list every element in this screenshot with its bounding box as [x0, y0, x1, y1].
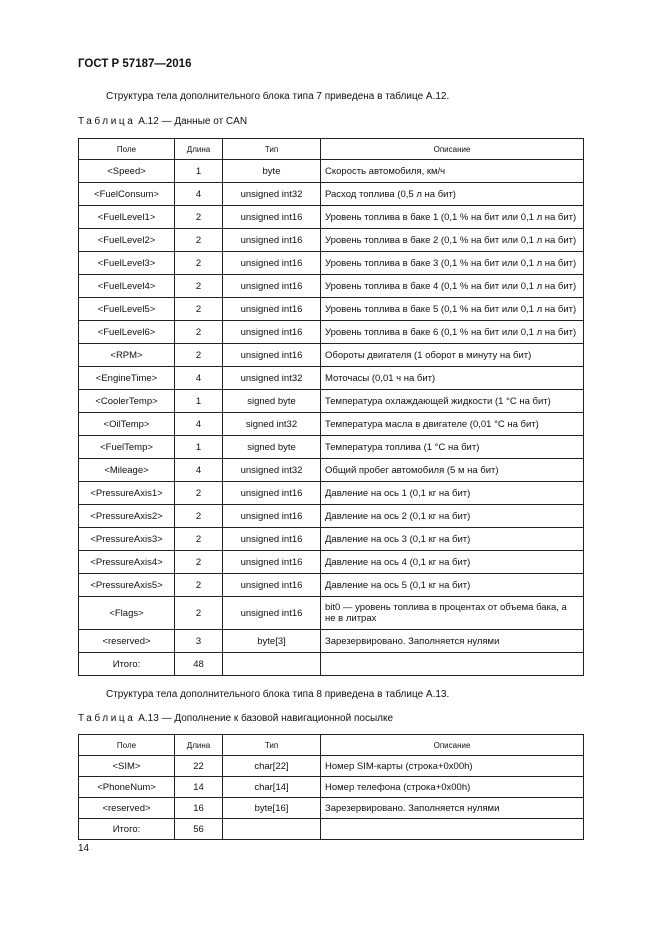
table-cell: <PressureAxis5> — [79, 574, 175, 597]
table-cell: Расход топлива (0,5 л на бит) — [321, 183, 584, 206]
table-row — [79, 275, 584, 298]
table-cell: unsigned int16 — [223, 275, 321, 298]
table-cell: Давление на ось 1 (0,1 кг на бит) — [321, 482, 584, 505]
table-cell: unsigned int16 — [223, 597, 321, 630]
table-cell: 2 — [175, 344, 223, 367]
column-header: Поле — [79, 139, 175, 160]
table-row — [79, 367, 584, 390]
table-cell: <reserved> — [79, 798, 175, 819]
table-cell: <CoolerTemp> — [79, 390, 175, 413]
table-cell: <FuelLevel3> — [79, 252, 175, 275]
table-cell: <FuelLevel5> — [79, 298, 175, 321]
table-cell: 2 — [175, 505, 223, 528]
table-row — [79, 551, 584, 574]
table-row — [79, 777, 584, 798]
table-cell: Зарезервировано. Заполняется нулями — [321, 630, 584, 653]
column-header: Тип — [223, 139, 321, 160]
table-cell: <RPM> — [79, 344, 175, 367]
table-cell: 2 — [175, 551, 223, 574]
column-header: Длина — [175, 735, 223, 756]
table-cell: Моточасы (0,01 ч на бит) — [321, 367, 584, 390]
table-cell: <FuelLevel1> — [79, 206, 175, 229]
table-cell: 2 — [175, 275, 223, 298]
paragraph-table-a12-intro: Структура тела дополнительного блока типа 7 приведена в таблице А.12. — [106, 91, 450, 102]
caption-title: А.12 — Данные от CAN — [135, 116, 248, 127]
table-cell: unsigned int16 — [223, 551, 321, 574]
table-cell: <PhoneNum> — [79, 777, 175, 798]
table-cell: 48 — [175, 653, 223, 676]
table-a12 — [78, 138, 584, 676]
table-cell: 4 — [175, 413, 223, 436]
table-row — [79, 482, 584, 505]
table-row — [79, 298, 584, 321]
table-cell: 4 — [175, 459, 223, 482]
table-row — [79, 819, 584, 840]
table-cell: <PressureAxis2> — [79, 505, 175, 528]
table-row — [79, 206, 584, 229]
table-cell: unsigned int16 — [223, 344, 321, 367]
table-cell: 4 — [175, 183, 223, 206]
table-a12-caption — [78, 116, 247, 127]
table-cell: <SIM> — [79, 756, 175, 777]
table-cell: Уровень топлива в баке 3 (0,1 % на бит или 0,1 л на бит) — [321, 252, 584, 275]
table-cell: 22 — [175, 756, 223, 777]
table-cell: 2 — [175, 574, 223, 597]
table-row — [79, 798, 584, 819]
table-a13-caption — [78, 713, 393, 724]
table-cell: 2 — [175, 321, 223, 344]
table-row — [79, 160, 584, 183]
table-row — [79, 630, 584, 653]
table-cell: signed byte — [223, 436, 321, 459]
table-cell: 2 — [175, 252, 223, 275]
table-cell: 1 — [175, 160, 223, 183]
table-row — [79, 574, 584, 597]
table-row — [79, 505, 584, 528]
caption-label: Таблица — [78, 713, 136, 724]
table-cell: Температура охлаждающей жидкости (1 °C на бит) — [321, 390, 584, 413]
table-cell: 2 — [175, 528, 223, 551]
column-header: Описание — [321, 735, 584, 756]
document-header: ГОСТ Р 57187—2016 — [78, 58, 192, 70]
table-cell: <reserved> — [79, 630, 175, 653]
column-header: Длина — [175, 139, 223, 160]
table-cell: unsigned int16 — [223, 252, 321, 275]
column-header: Поле — [79, 735, 175, 756]
table-cell — [321, 819, 584, 840]
table-cell: Температура топлива (1 °C на бит) — [321, 436, 584, 459]
table-row — [79, 344, 584, 367]
table-row — [79, 183, 584, 206]
table-cell — [321, 653, 584, 676]
table-cell — [223, 653, 321, 676]
page-number: 14 — [78, 843, 90, 854]
table-cell: 56 — [175, 819, 223, 840]
table-cell: unsigned int16 — [223, 482, 321, 505]
table-cell: Уровень топлива в баке 4 (0,1 % на бит или 0,1 л на бит) — [321, 275, 584, 298]
table-cell — [223, 819, 321, 840]
table-cell: unsigned int32 — [223, 459, 321, 482]
table-cell: <FuelConsum> — [79, 183, 175, 206]
table-cell: <Speed> — [79, 160, 175, 183]
table-cell: unsigned int16 — [223, 298, 321, 321]
table-cell: unsigned int16 — [223, 505, 321, 528]
table-cell: 3 — [175, 630, 223, 653]
table-row — [79, 597, 584, 630]
table-cell: Уровень топлива в баке 2 (0,1 % на бит или 0,1 л на бит) — [321, 229, 584, 252]
table-row — [79, 528, 584, 551]
table-cell: Номер телефона (строка+0x00h) — [321, 777, 584, 798]
table-cell: unsigned int32 — [223, 183, 321, 206]
table-cell: <FuelTemp> — [79, 436, 175, 459]
table-cell: Итого: — [79, 819, 175, 840]
table-cell: unsigned int16 — [223, 229, 321, 252]
table-cell: unsigned int16 — [223, 206, 321, 229]
table-cell: Номер SIM-карты (строка+0x00h) — [321, 756, 584, 777]
table-cell: unsigned int16 — [223, 528, 321, 551]
table-cell: signed byte — [223, 390, 321, 413]
table-cell: Уровень топлива в баке 5 (0,1 % на бит или 0,1 л на бит) — [321, 298, 584, 321]
table-row — [79, 459, 584, 482]
table-row — [79, 229, 584, 252]
table-cell: byte[3] — [223, 630, 321, 653]
table-cell: 1 — [175, 390, 223, 413]
table-cell: Итого: — [79, 653, 175, 676]
table-cell: Давление на ось 2 (0,1 кг на бит) — [321, 505, 584, 528]
table-cell: 2 — [175, 298, 223, 321]
table-cell: Давление на ось 3 (0,1 кг на бит) — [321, 528, 584, 551]
table-row — [79, 321, 584, 344]
caption-title: А.13 — Дополнение к базовой навигационной посылке — [135, 713, 394, 724]
table-cell: 2 — [175, 597, 223, 630]
paragraph-table-a13-intro: Структура тела дополнительного блока типа 8 приведена в таблице А.13. — [106, 689, 450, 700]
table-cell: char[14] — [223, 777, 321, 798]
table-row — [79, 413, 584, 436]
table-cell: Температура масла в двигателе (0,01 °C на бит) — [321, 413, 584, 436]
table-cell: 14 — [175, 777, 223, 798]
table-row — [79, 436, 584, 459]
table-a13 — [78, 734, 584, 840]
table-cell: signed int32 — [223, 413, 321, 436]
table-cell: Уровень топлива в баке 1 (0,1 % на бит или 0,1 л на бит) — [321, 206, 584, 229]
caption-label: Таблица — [78, 116, 136, 127]
column-header: Тип — [223, 735, 321, 756]
table-cell: byte[16] — [223, 798, 321, 819]
table-cell: Давление на ось 4 (0,1 кг на бит) — [321, 551, 584, 574]
table-cell: 2 — [175, 229, 223, 252]
table-cell: bit0 — уровень топлива в процентах от объема бака, а не в литрах — [321, 597, 584, 630]
table-cell: char[22] — [223, 756, 321, 777]
table-cell: unsigned int16 — [223, 321, 321, 344]
table-cell: <Flags> — [79, 597, 175, 630]
table-cell: Уровень топлива в баке 6 (0,1 % на бит или 0,1 л на бит) — [321, 321, 584, 344]
table-cell: Давление на ось 5 (0,1 кг на бит) — [321, 574, 584, 597]
table-cell: <PressureAxis4> — [79, 551, 175, 574]
table-cell: Скорость автомобиля, км/ч — [321, 160, 584, 183]
table-cell: 1 — [175, 436, 223, 459]
table-cell: <PressureAxis1> — [79, 482, 175, 505]
table-cell: <PressureAxis3> — [79, 528, 175, 551]
table-cell: <FuelLevel6> — [79, 321, 175, 344]
table-cell: 4 — [175, 367, 223, 390]
table-cell: <OilTemp> — [79, 413, 175, 436]
table-cell: 16 — [175, 798, 223, 819]
table-cell: <FuelLevel2> — [79, 229, 175, 252]
table-header-row — [79, 139, 584, 160]
table-cell: 2 — [175, 206, 223, 229]
column-header: Описание — [321, 139, 584, 160]
table-cell: Общий пробег автомобиля (5 м на бит) — [321, 459, 584, 482]
table-row — [79, 756, 584, 777]
table-cell: <FuelLevel4> — [79, 275, 175, 298]
table-row — [79, 653, 584, 676]
table-cell: <Mileage> — [79, 459, 175, 482]
table-cell: Зарезервировано. Заполняется нулями — [321, 798, 584, 819]
table-header-row — [79, 735, 584, 756]
table-cell: unsigned int16 — [223, 574, 321, 597]
table-cell: <EngineTime> — [79, 367, 175, 390]
table-cell: byte — [223, 160, 321, 183]
table-cell: unsigned int32 — [223, 367, 321, 390]
table-row — [79, 252, 584, 275]
table-row — [79, 390, 584, 413]
table-cell: Обороты двигателя (1 оборот в минуту на бит) — [321, 344, 584, 367]
table-cell: 2 — [175, 482, 223, 505]
